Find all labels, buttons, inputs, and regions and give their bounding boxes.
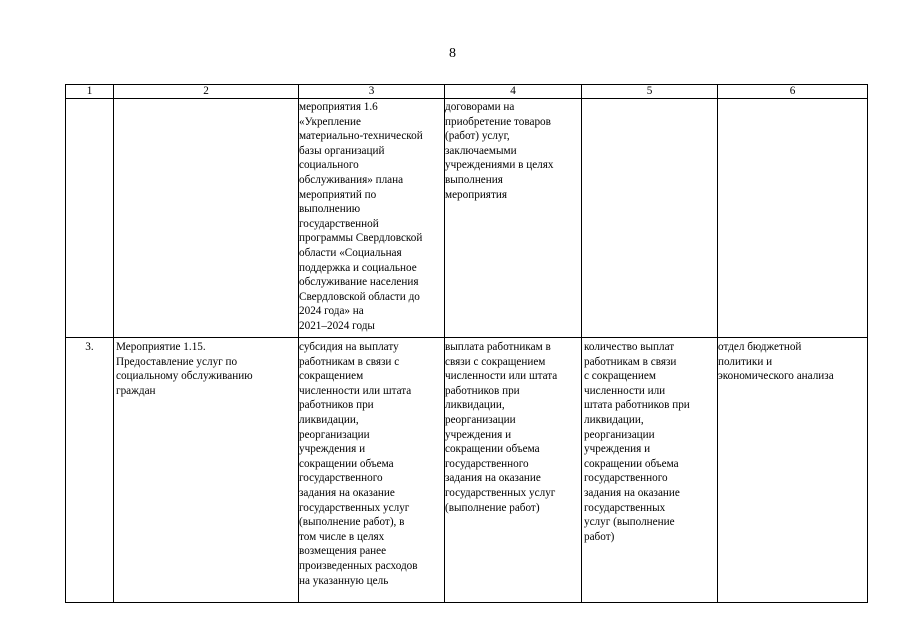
measure-content-cell: субсидия на выплату работникам в связи с сокращением численности или штата работников при ликвидации, реорганизации учреждения и сокращении объема государственного задания на оказание государственных услуг (выполнение работ), в том числе в целях возмещения ранее произведенных расходов на указанную цель: [299, 338, 445, 603]
responsible-cell: [718, 99, 868, 338]
column-header-3: 3: [299, 85, 445, 99]
measure-name-cell: [114, 99, 299, 338]
row-number-cell: [66, 99, 114, 338]
measure-name-cell: Мероприятие 1.15. Предоставление услуг по социальному обслуживанию граждан: [114, 338, 299, 603]
header-row: [66, 85, 868, 99]
result-cell: договорами на приобретение товаров (работ) услуг, заключаемыми учреждениями в целях выполнения мероприятия: [445, 99, 582, 338]
column-header-5: 5: [582, 85, 718, 99]
column-header-1: 1: [66, 85, 114, 99]
table-row: [66, 99, 868, 338]
column-header-6: 6: [718, 85, 868, 99]
indicator-cell: [582, 99, 718, 338]
column-header-2: 2: [114, 85, 299, 99]
responsible-cell: отдел бюджетной политики и экономического анализа: [718, 338, 868, 603]
page-number: 8: [449, 46, 456, 61]
measures-table: [65, 84, 868, 603]
column-header-4: 4: [445, 85, 582, 99]
table-row: [66, 338, 868, 603]
indicator-cell: количество выплат работникам в связи с сокращением численности или штата работников при ликвидации, реорганизации учреждения и сокращении объема государственного задания на оказание государственных услуг (выполнение работ): [582, 338, 718, 603]
result-cell: выплата работникам в связи с сокращением численности или штата работников при ликвидации, реорганизации учреждения и сокращении объема государственного задания на оказание государственных услуг (выполнение работ): [445, 338, 582, 603]
row-number-cell: 3.: [66, 338, 114, 603]
measure-content-cell: мероприятия 1.6 «Укрепление материально-технической базы организаций социального обслуживания» плана мероприятий по выполнению государственной программы Свердловской области «Социальная поддержка и социальное обслуживание населения Свердловской области до 2024 года» на 2021–2024 годы: [299, 99, 445, 338]
